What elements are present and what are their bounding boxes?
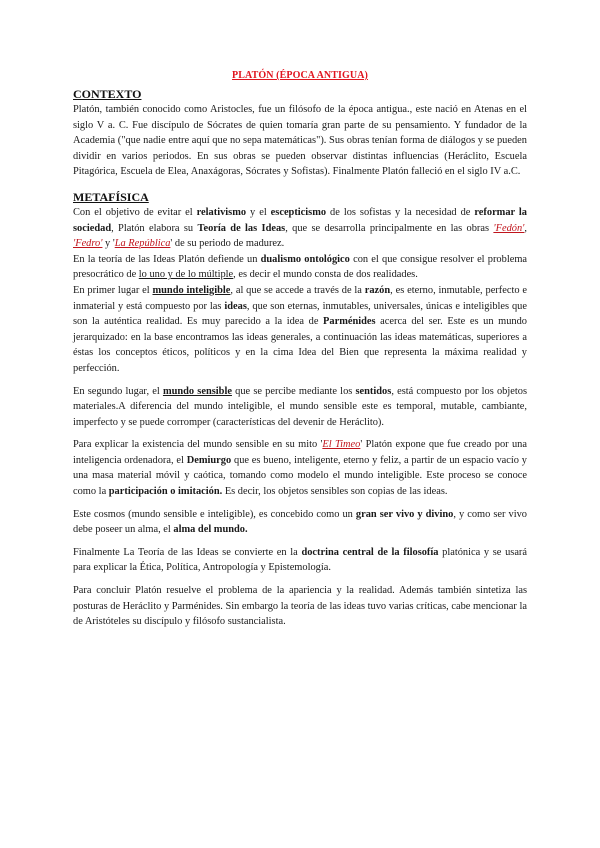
term-gran-ser-vivo: gran ser vivo y divino xyxy=(355,508,454,520)
term-escepticismo: escepticismo xyxy=(270,206,327,218)
term-doctrina-central: doctrina central de la filosofía xyxy=(301,546,439,558)
work-title-timeo: El Timeo xyxy=(322,439,361,451)
term-participacion-imitacion: participación o imitación. xyxy=(108,486,223,498)
term-relativismo: relativismo xyxy=(196,206,247,218)
term-mundo-sensible: mundo sensible xyxy=(162,385,232,397)
paragraph-metafisica-4: En segundo lugar, el mundo sensible que se percibe mediante los sentidos, está compuesto por los objetos materiales.A diferencia del mundo inteligible, el mundo sensible este es temporal, mutable, cambiante, imperfecto y se puede corromper (características del devenir de Heráclito). xyxy=(73,385,527,428)
term-parmenides: Parménides xyxy=(323,316,376,328)
work-title-fedon: 'Fedón' xyxy=(493,222,525,234)
paragraph-metafisica-6: Este cosmos (mundo sensible e inteligible), es concebido como un gran ser vivo y divino, y como ser vivo debe poseer un alma, el alma del mundo. xyxy=(73,508,527,536)
term-razon: razón xyxy=(364,284,391,296)
paragraph-contexto: Platón, también conocido como Aristocles, fue un filósofo de la época antigua., este nació en Atenas en el siglo V a. C. Fue discípulo de Sócrates de quien tomaría gran parte de su pensamiento. Y fundador de la Academia ("que nadie entre aquí que no sepa matemáticas"). Sus obras tenían forma de diálogos y se pueden dividir en varios periodos. En sus obras se pueden observar distintas influencias (Heráclito, Escuela Pitagórica, Escuela de Elea, Anaxágoras, Sócrates y Sofistas). Finalmente Platón falleció en el siglo IV a.C. xyxy=(73,104,527,178)
document-title: PLATÓN (ÉPOCA ANTIGUA) xyxy=(232,70,368,81)
work-title-fedro: 'Fedro' xyxy=(73,238,103,250)
term-alma-mundo: alma del mundo. xyxy=(173,524,248,536)
section-heading-metafisica: METAFÍSICA xyxy=(73,189,149,204)
term-dualismo-ontologico: dualismo ontológico xyxy=(260,253,350,265)
term-demiurgo: Demiurgo xyxy=(186,454,232,466)
term-ideas: ideas xyxy=(224,300,247,312)
paragraph-metafisica-8: Para concluir Platón resuelve el problema de la apariencia y la realidad. Además también sintetiza las posturas de Heráclito y Parménides. Sin embargo la teoría de las ideas tuvo varias críticas, cabe mencionar la de Aristóteles su discípulo y filósofo sustancialista. xyxy=(73,585,527,628)
term-teoria-ideas: Teoría de las Ideas xyxy=(197,222,286,234)
paragraph-metafisica-5: Para explicar la existencia del mundo sensible en su mito 'El Timeo' Platón expone que fue creado por una inteligencia ordenadora, el Demiurgo que es bueno, inteligente, eterno y feliz, a partir de un espacio vacío y una masa material móvil y caótica, tomando como modelo el mundo inteligible. Este proceso se conoce como la participación o imitación. Es decir, los objetos sensibles son copias de las ideas. xyxy=(73,439,527,498)
work-title-republica: La República xyxy=(114,238,171,250)
section-heading-contexto: CONTEXTO xyxy=(73,87,142,101)
term-sentidos: sentidos xyxy=(355,385,392,397)
paragraph-metafisica-3: En primer lugar el mundo inteligible, al que se accede a través de la razón, es eterno, inmutable, perfecto e inmaterial y está compuesto por las ideas, que son eternas, inmutables, universales, únicas e inteligibles que son la auténtica realidad. Es muy parecido a la idea de Parménides acerca del ser. Este es un mundo jerarquizado: en la base encontramos las ideas generales, a continuación las ideas matemáticas, superiores a éstas los conceptos éticos, políticos y en la cima Idea del Bien que representa la máxima realidad y perfección. xyxy=(73,284,527,374)
paragraph-metafisica-2: En la teoría de las Ideas Platón defiende un dualismo ontológico con el que consigue resolver el problema presocrático de lo uno y de lo múltiple, es decir el mundo consta de dos realidades. xyxy=(73,253,528,281)
paragraph-metafisica-1: Con el objetivo de evitar el relativismo y el escepticismo de los sofistas y la necesidad de reformar la sociedad, Platón elabora su Teoría de las Ideas, que se desarrolla principalmente en las obras 'Fedón', 'Fedro' y 'La República' de su periodo de madurez. xyxy=(73,206,527,250)
term-reformar-sociedad: reformar la sociedad xyxy=(73,206,527,234)
paragraph-metafisica-7: Finalmente La Teoría de las Ideas se convierte en la doctrina central de la filosofía platónica y se usará para explicar la Ética, Política, Antropología y Epistemología. xyxy=(73,546,528,574)
term-mundo-inteligible: mundo inteligible xyxy=(152,284,231,296)
term-uno-multiple: lo uno y de lo múltiple xyxy=(138,269,234,281)
